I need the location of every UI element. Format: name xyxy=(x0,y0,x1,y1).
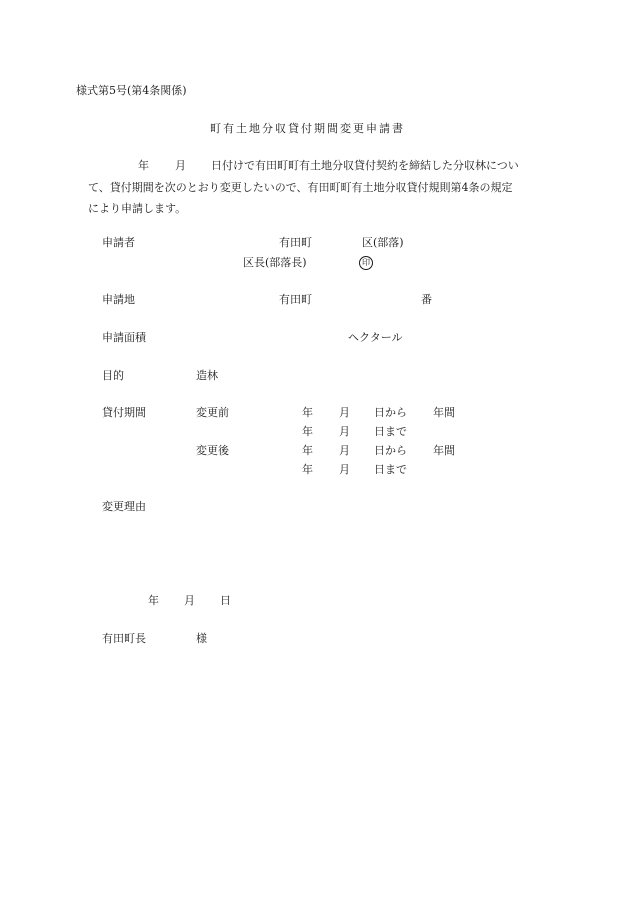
intro-line3: により申請します。 xyxy=(88,202,187,215)
purpose-label: 目的 xyxy=(102,369,124,382)
addressee-honorific: 様 xyxy=(196,632,207,645)
period-before-label: 変更前 xyxy=(196,406,229,419)
period-after-start-month: 月 xyxy=(339,444,350,457)
period-after-years: 年間 xyxy=(433,444,455,457)
addressee-title: 有田町長 xyxy=(102,632,146,645)
reason-label: 変更理由 xyxy=(102,500,146,513)
date-day: 日 xyxy=(220,594,231,607)
intro-line2: て、貸付期間を次のとおり変更したいので、有田町町有土地分収貸付規則第4条の規定 xyxy=(88,181,513,194)
intro-month: 月 xyxy=(175,159,186,172)
site-label: 申請地 xyxy=(102,293,135,306)
applicant-town: 有田町 xyxy=(279,236,312,249)
intro-line1: 日付けで有田町町有土地分収貸付契約を締結した分収林につい xyxy=(211,159,519,172)
date-month: 月 xyxy=(184,594,195,607)
document-title: 町有土地分収貸付期間変更申請書 xyxy=(210,122,405,135)
period-before-years: 年間 xyxy=(433,406,455,419)
seal-mark: 印 xyxy=(359,256,373,270)
site-number: 番 xyxy=(421,293,432,306)
site-town: 有田町 xyxy=(279,293,312,306)
applicant-district: 区(部落) xyxy=(362,236,404,249)
period-after-end-day: 日まで xyxy=(374,463,407,476)
period-before-end-month: 月 xyxy=(339,425,350,438)
period-before-end-year: 年 xyxy=(302,425,313,438)
period-label: 貸付期間 xyxy=(102,406,146,419)
date-year: 年 xyxy=(148,594,159,607)
period-before-end-day: 日まで xyxy=(374,425,407,438)
form-number: 様式第5号(第4条関係) xyxy=(76,84,187,97)
period-before-start-day: 日から xyxy=(374,406,407,419)
applicant-label: 申請者 xyxy=(102,236,135,249)
period-after-end-year: 年 xyxy=(302,463,313,476)
period-after-start-day: 日から xyxy=(374,444,407,457)
area-label: 申請面積 xyxy=(102,331,146,344)
purpose-value: 造林 xyxy=(196,369,218,382)
area-unit: ヘクタール xyxy=(348,331,403,344)
period-before-start-month: 月 xyxy=(339,406,350,419)
period-after-start-year: 年 xyxy=(302,444,313,457)
period-after-end-month: 月 xyxy=(339,463,350,476)
period-after-label: 変更後 xyxy=(196,444,229,457)
intro-year: 年 xyxy=(138,159,149,172)
applicant-head: 区長(部落長) xyxy=(243,256,307,269)
period-before-start-year: 年 xyxy=(302,406,313,419)
